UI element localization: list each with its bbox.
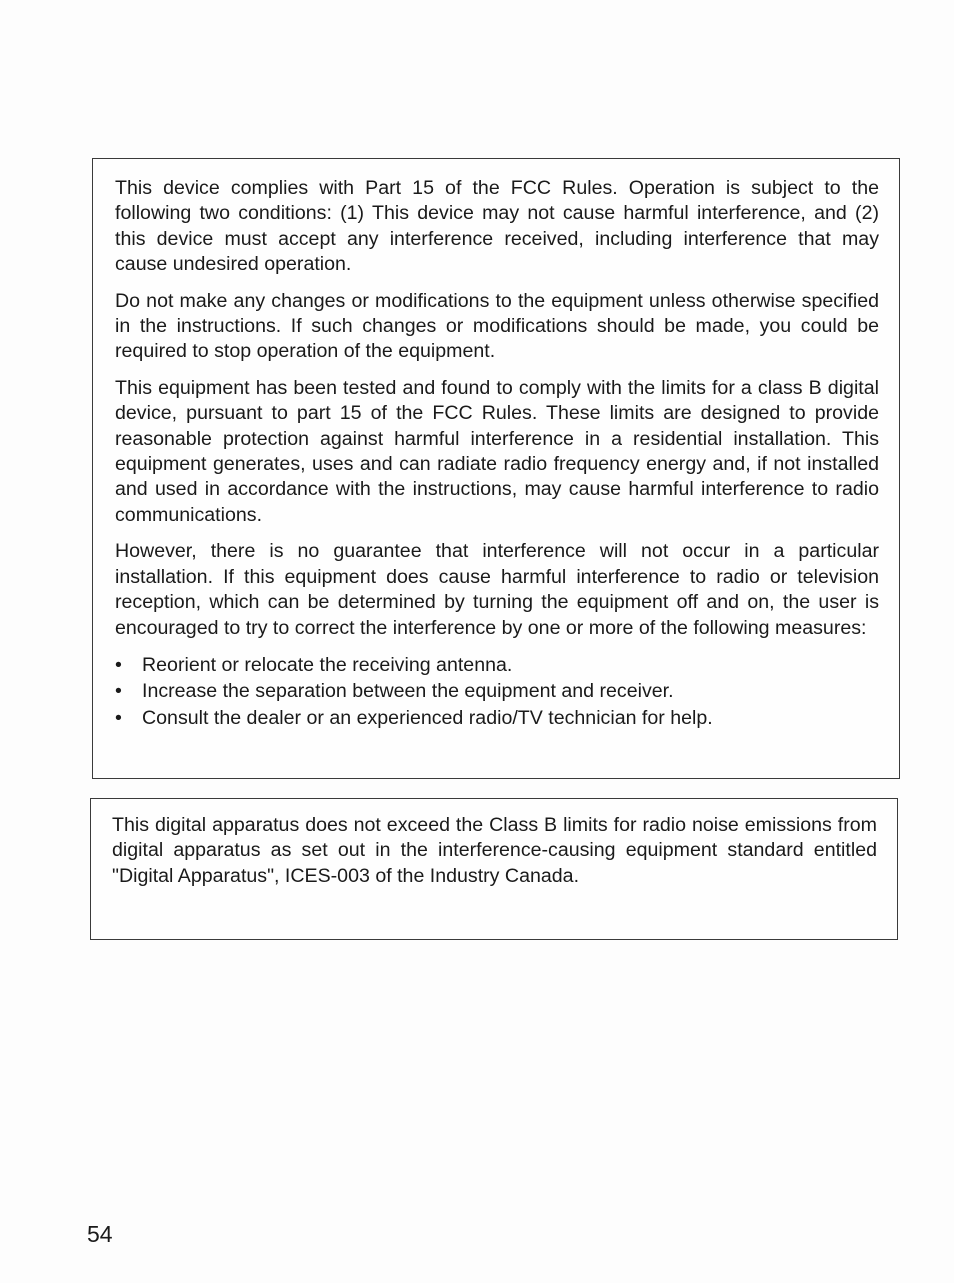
page-number: 54 (87, 1221, 113, 1247)
industry-canada-paragraph: This digital apparatus does not exceed the Class B limits for radio noise emissions from digital apparatus as set out in the interference-causing equipment standard entitled "Digital Apparatus", ICES-003 of the Industry Canada. (112, 814, 877, 887)
fcc-paragraph-3: This equipment has been tested and found to comply with the limits for a class B digital device, pursuant to part 15 of the FCC Rules. These limits are designed to provide reasonable protection against harmful interference in a residential installation. This equipment generates, uses and can radiate radio frequency energy and, if not installed and used in accordance with the instructions, may cause harmful interference to radio communications. (115, 376, 879, 526)
fcc-paragraph-2: Do not make any changes or modifications to the equipment unless otherwise specified in the instructions. If such changes or modifications should be made, you could be required to stop operation of the equipment. (115, 289, 879, 363)
fcc-notice-box (92, 158, 900, 779)
measure-text: Reorient or relocate the receiving antenna. (142, 653, 513, 676)
measure-text: Increase the separation between the equipment and receiver. (142, 680, 674, 703)
industry-canada-notice-box (90, 798, 898, 940)
fcc-paragraph-4: However, there is no guarantee that interference will not occur in a particular installation. If this equipment does cause harmful interference to radio or television reception, which can be determined by turning the equipment off and on, the user is encouraged to try to correct the interference by one or more of the following measures: (115, 540, 879, 639)
bullet-icon: • (115, 653, 122, 676)
list-item (115, 678, 879, 704)
fcc-paragraph-1: This device complies with Part 15 of the FCC Rules. Operation is subject to the following two conditions: (1) This device may not cause harmful interference, and (2) this device must accept any interference received, including interference that may cause undesired operation. (115, 177, 879, 276)
measures-list (115, 652, 879, 731)
list-item (115, 652, 879, 678)
bullet-icon: • (115, 706, 122, 729)
measure-text: Consult the dealer or an experienced radio/TV technician for help. (142, 706, 713, 729)
bullet-icon: • (115, 680, 122, 703)
list-item (115, 705, 879, 731)
